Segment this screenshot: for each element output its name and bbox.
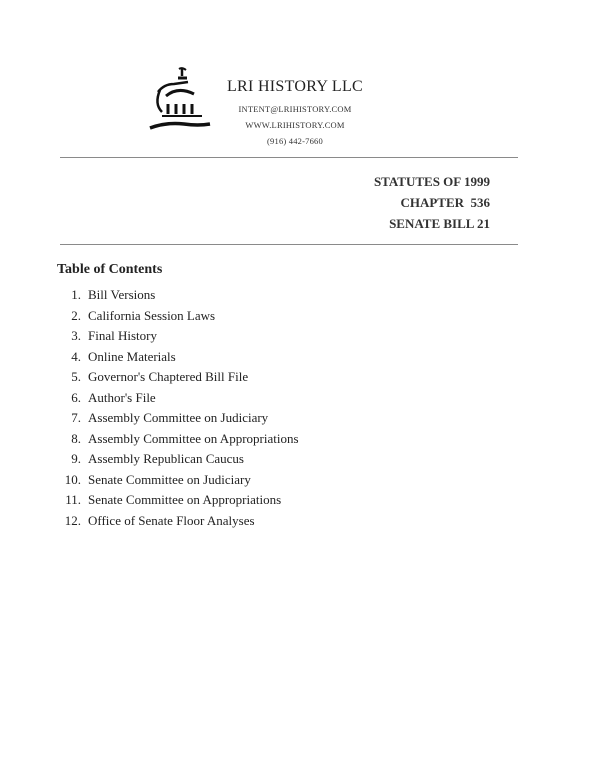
toc-item-number: 4. [71, 348, 81, 364]
chapter-number: CHAPTER 536 [400, 195, 490, 210]
capitol-dome-logo-svg [144, 64, 216, 140]
toc-item [57, 367, 299, 388]
toc-item-label: Senate Committee on Judiciary [88, 471, 251, 487]
toc-item-number: 6. [71, 389, 81, 405]
toc-item-label: Online Materials [88, 348, 176, 364]
toc-item-label: Assembly Republican Caucus [88, 451, 244, 466]
toc-item-label: Assembly Committee on Judiciary [88, 410, 269, 425]
statutes-year: STATUTES OF 1999 [373, 174, 490, 189]
toc-item-number: 12. [64, 512, 81, 528]
toc-item [57, 347, 299, 368]
toc-item-number: 5. [71, 369, 81, 384]
toc-item [57, 388, 299, 409]
toc-item-number: 1. [71, 287, 81, 302]
toc-item-label: Governor's Chaptered Bill File [88, 369, 249, 384]
company-phone: (916) 442-7660 [267, 136, 323, 146]
statute-info [374, 171, 490, 234]
toc-item-number: 2. [71, 307, 81, 323]
bill-number: SENATE BILL 21 [389, 216, 490, 231]
toc-item [57, 408, 299, 429]
toc-item-label: Office of Senate Floor Analyses [88, 512, 255, 528]
toc-item [57, 326, 299, 347]
company-name: LRI HISTORY LLC [226, 78, 364, 95]
toc-item-number: 7. [71, 410, 81, 425]
company-header [220, 78, 370, 146]
toc-list [57, 285, 299, 531]
toc-item-label: Final History [88, 328, 157, 343]
toc-item-label: Author's File [88, 389, 156, 405]
capitol-dome-icon [144, 64, 216, 140]
toc-item-label: Senate Committee on Appropriations [88, 492, 282, 507]
toc-item [57, 490, 299, 511]
toc-item [57, 470, 299, 491]
toc-item [57, 511, 299, 532]
toc-item [57, 306, 299, 327]
top-divider [60, 157, 518, 158]
toc-item-number: 10. [64, 471, 81, 487]
toc-item-label: California Session Laws [88, 307, 216, 323]
toc-item-number: 3. [71, 328, 81, 343]
company-email: INTENT@LRIHISTORY.COM [238, 104, 352, 114]
bottom-divider [60, 244, 518, 245]
toc-item-number: 11. [65, 492, 81, 507]
toc-item-label: Assembly Committee on Appropriations [88, 430, 299, 446]
company-website: WWW.LRIHISTORY.COM [245, 120, 345, 130]
toc-item [57, 449, 299, 470]
toc-item [57, 429, 299, 450]
toc-item-number: 9. [71, 451, 81, 466]
toc-title: Table of Contents [57, 262, 163, 277]
toc-item [57, 285, 299, 306]
toc-item-label: Bill Versions [88, 287, 156, 302]
toc-item-number: 8. [71, 430, 81, 446]
